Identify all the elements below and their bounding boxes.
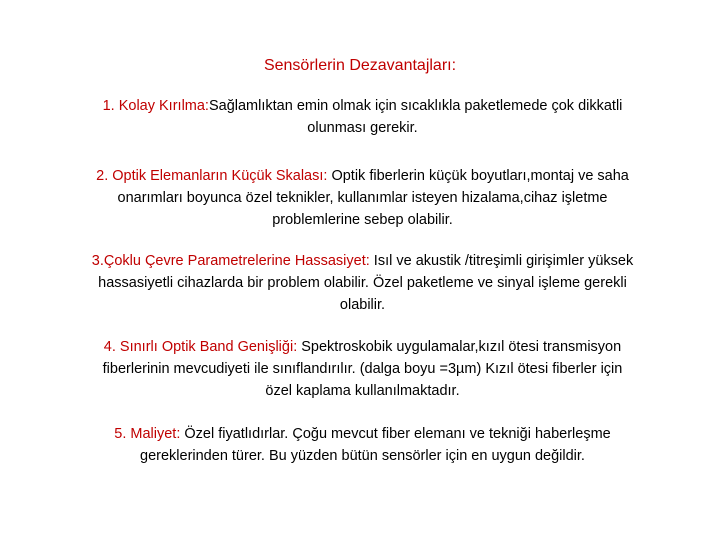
item-label: 4. Sınırlı Optik Band Genişliği:	[103, 339, 298, 355]
item-label: 1. Kolay Kırılma:	[102, 98, 209, 114]
item-text: Sağlamlıktan emin olmak için sıcaklıkla paketlemede çok dikkatli olunması gerekir.	[208, 98, 623, 136]
item-text: Isıl ve akustik /titreşimli girişimler yüksek hassasiyetli cihazlarda bir problem olabilir. Özel paketleme ve sinyal işleme gerekli olabilir.	[98, 253, 634, 313]
list-item-parameter-sensitivity	[90, 250, 635, 316]
item-label: 5. Maliyet:	[114, 426, 181, 442]
item-text: Optik fiberlerin küçük boyutları,montaj ve saha onarımları boyunca özel teknikler, kullanımlar isteyen hizalama,cihaz işletme problemlerine sebep olabilir.	[117, 168, 629, 228]
list-item-optical-scale	[90, 165, 635, 231]
slide-title: Sensörlerin Dezavantajları:	[263, 57, 457, 74]
item-label: 3.Çoklu Çevre Parametrelerine Hassasiyet:	[91, 253, 370, 269]
item-text: Özel fiyatlıdırlar. Çoğu mevcut fiber elemanı ve tekniği haberleşme gereklerinden türer. Bu yüzden bütün sensörler için en uygun değildir.	[140, 426, 611, 464]
item-text: Spektroskobik uygulamalar,kızıl ötesi transmisyon fiberlerinin mevcudiyeti ile sınıflandırılır. (dalga boyu =3µm) Kızıl ötesi fiberler için özel kaplama kullanılmaktadır.	[102, 339, 623, 399]
list-item-bandwidth	[90, 336, 635, 402]
item-label: 2. Optik Elemanların Küçük Skalası:	[96, 168, 328, 184]
list-item-cost	[90, 423, 635, 467]
list-item-fragility	[90, 95, 635, 139]
